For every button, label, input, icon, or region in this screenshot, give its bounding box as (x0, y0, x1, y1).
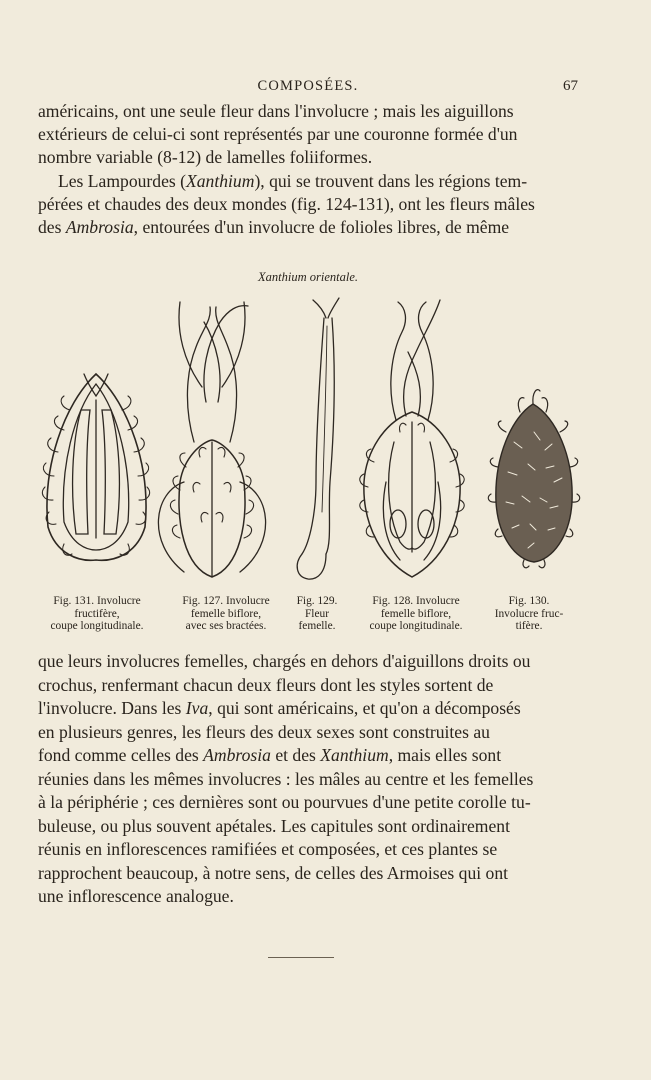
fig-130-illustration (488, 390, 579, 568)
running-title: COMPOSÉES. (257, 78, 359, 94)
text-line (38, 170, 578, 193)
caption-line: Fig. 130. (508, 595, 550, 607)
caption-line: femelle biflore, (380, 607, 452, 620)
caption-line: fructifère, (74, 607, 120, 620)
text-line (38, 791, 578, 815)
text-line (38, 721, 578, 745)
text-run: une inflorescence analogue. (38, 886, 234, 906)
text-line (38, 100, 578, 123)
fig-129-illustration (297, 298, 339, 579)
text-run: buleuse, ou plus souvent apétales. Les capitules sont ordinairement (38, 815, 510, 836)
text-run: l'involucre. Dans les (38, 698, 186, 718)
text-line (38, 885, 578, 909)
caption-line: tifère. (515, 620, 543, 633)
caption-line: coupe longitudinale. (369, 620, 463, 633)
text-run: , entourées d'un involucre de folioles libres, de même (133, 217, 510, 238)
botanical-plate (34, 292, 582, 592)
text-run: à la périphérie ; ces dernières sont ou pourvues d'une petite corolle tu- (38, 792, 531, 812)
caption-line: coupe longitudinale. (50, 620, 144, 633)
paragraph-1 (38, 100, 578, 239)
text-run: extérieurs de celui-ci sont représentés par une couronne formée d'un (38, 124, 518, 145)
caption-line: Fig. 128. Involucre (372, 595, 460, 607)
caption-fig-127 (170, 595, 282, 633)
italic-term: Ambrosia (65, 217, 134, 238)
caption-fig-128 (358, 595, 474, 633)
text-line (38, 768, 578, 792)
text-line (38, 744, 578, 768)
text-run: américains, ont une seule fleur dans l'involucre ; mais les aiguillons (38, 101, 514, 121)
italic-term: Xanthium (186, 170, 255, 191)
caption-line: avec ses bractées. (185, 620, 267, 633)
text-line (38, 862, 578, 886)
caption-fig-131 (40, 595, 154, 633)
caption-line: Fleur (304, 607, 330, 620)
fig-128-illustration (360, 300, 464, 577)
text-run: des (38, 217, 66, 238)
text-run: rapprochent beaucoup, à notre sens, de celles des Armoises qui ont (38, 862, 509, 883)
caption-line: Involucre fruc- (494, 607, 564, 620)
text-line (38, 193, 578, 216)
page-header (38, 78, 578, 100)
caption-fig-129 (286, 595, 348, 633)
text-line (38, 216, 578, 239)
text-run: et des (270, 745, 321, 765)
caption-line: Fig. 127. Involucre (182, 595, 270, 607)
text-line (38, 838, 578, 862)
text-run: , mais elles sont (388, 745, 502, 765)
caption-line: Fig. 131. Involucre (53, 595, 141, 607)
fig-131-illustration (42, 374, 149, 560)
caption-fig-130 (484, 595, 574, 633)
text-run: pérées et chaudes des deux mondes (fig. 124-131), ont les fleurs mâles (38, 193, 535, 214)
caption-line: femelle. (298, 620, 336, 633)
paragraph-2 (38, 650, 578, 909)
text-run: crochus, renfermant chacun deux fleurs dont les styles sortent de (38, 674, 494, 695)
section-divider (268, 957, 334, 958)
fig-127-illustration (158, 302, 265, 577)
text-run: nombre variable (8-12) de lamelles foliiformes. (38, 147, 373, 168)
text-run: fond comme celles des (38, 745, 204, 765)
italic-term: Iva (185, 698, 209, 718)
italic-term: Xanthium (320, 745, 389, 765)
text-run: Les Lampourdes ( (58, 170, 187, 191)
text-run: ), qui se trouvent dans les régions tem- (254, 170, 528, 191)
text-run: , qui sont américains, et qu'on a décomposés (208, 698, 521, 718)
text-run: réunis en inflorescences ramifiées et composées, et ces plantes se (38, 839, 498, 859)
caption-line: femelle biflore, (190, 607, 262, 620)
caption-line: Fig. 129. (296, 595, 338, 607)
text-line (38, 697, 578, 721)
text-line (38, 815, 578, 839)
text-run: que leurs involucres femelles, chargés en dehors d'aiguillons droits ou (38, 651, 531, 671)
text-line (38, 650, 578, 674)
text-run: réunies dans les mêmes involucres : les mâles au centre et les femelles (38, 768, 534, 789)
text-line (38, 123, 578, 146)
text-run: en plusieurs genres, les fleurs des deux sexes sont construites au (38, 721, 490, 742)
italic-term: Ambrosia (203, 745, 271, 765)
text-line (38, 146, 578, 169)
page-number: 67 (563, 78, 578, 94)
figure-title: Xanthium orientale. (258, 270, 358, 284)
text-line (38, 674, 578, 698)
